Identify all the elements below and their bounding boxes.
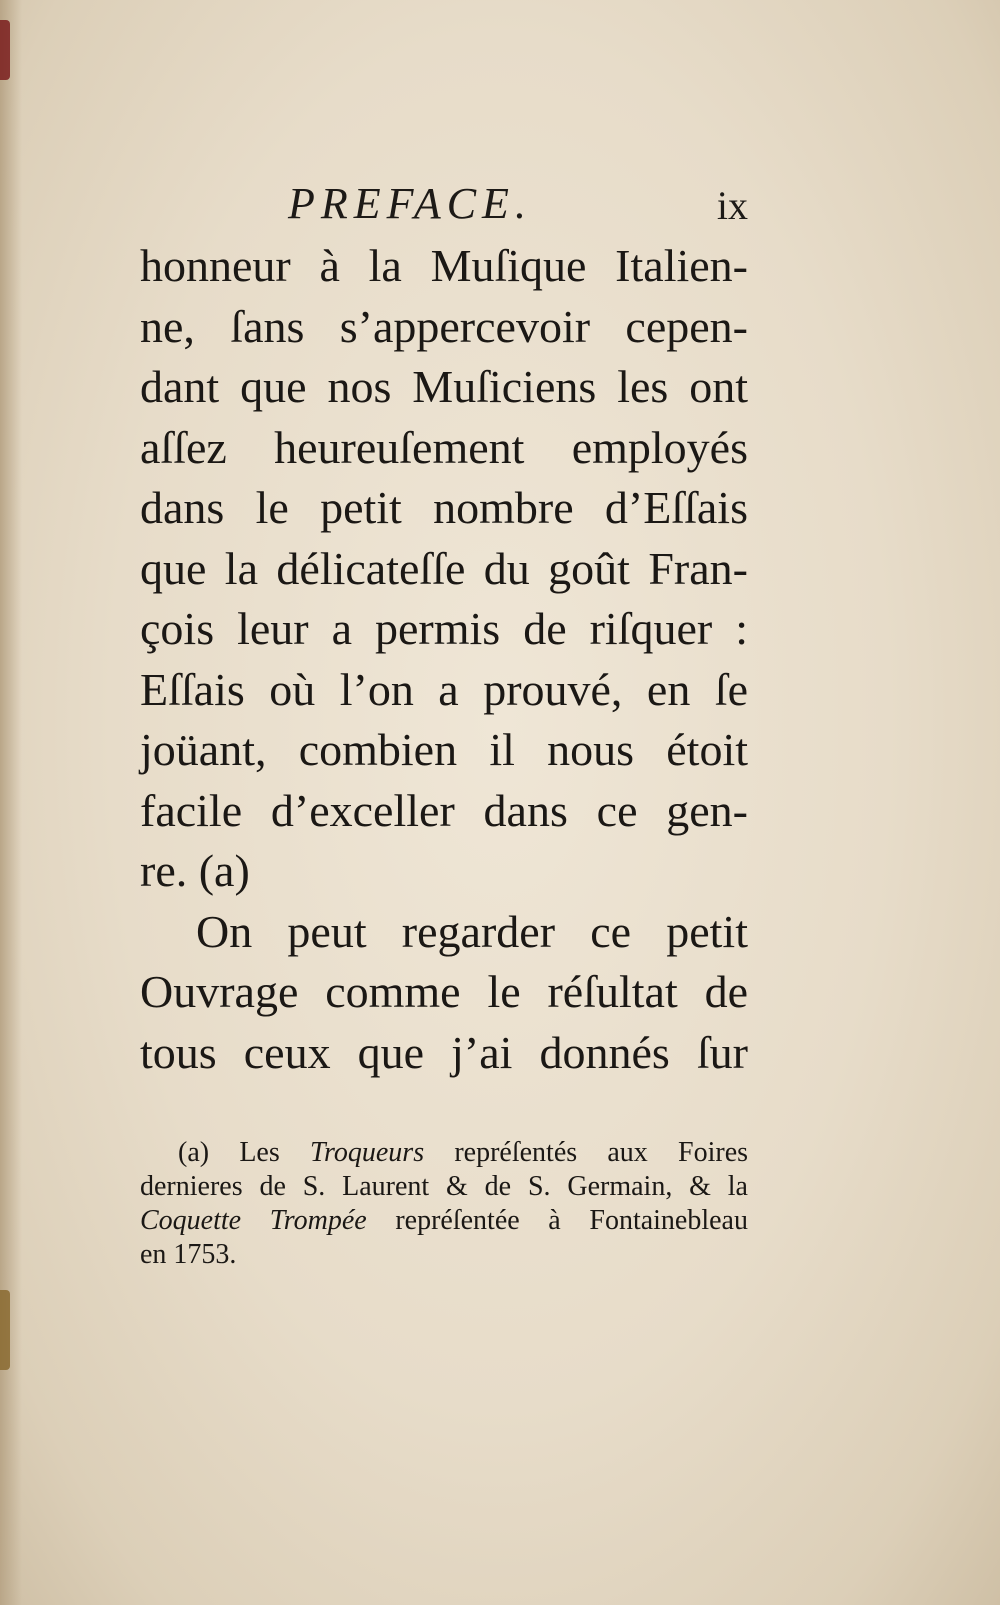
running-title: PREFACE. [288,179,532,228]
body-text [140,236,748,1083]
binding-mark-bottom [0,1290,10,1370]
text-line: Eſſais où l’on a prouvé, en ſe [140,663,748,715]
text-line: On peut regarder ce petit [196,905,748,957]
text-line: çois leur a permis de riſquer : [140,603,748,654]
text-line: dant que nos Muſiciens les ont [140,361,748,412]
footnote-text: Les [239,1137,280,1168]
text-line: ne, ſans s’appercevoir cepen- [140,300,748,352]
footnote-text: repréſentés aux Foires [454,1137,749,1168]
text-line: facile d’exceller dans ce gen- [140,784,748,836]
text-line: honneur à la Muſique Italien- [140,240,748,291]
text-line: dans le petit nombre d’Eſſais [140,482,748,533]
text-line: joüant, combien il nous étoit [140,724,748,775]
footnote-line [140,1204,748,1238]
footnote-line: en 1753. [140,1239,237,1270]
binding-mark-top [0,20,10,80]
text-line: Ouvrage comme le réſultat de [140,966,748,1017]
text-line: que la délicateſſe du goût Fran- [140,542,748,594]
footnote-work-title: Troqueurs [309,1137,425,1168]
page-number: ix [716,183,748,228]
footnote-line [140,1136,748,1170]
footnote-marker: (a) [178,1137,210,1168]
text-line: tous ceux que j’ai donnés ſur [140,1026,748,1078]
footnote [140,1136,748,1272]
footnote-text: repréſentée à Fontainebleau [395,1205,748,1236]
page-header [140,178,748,238]
footnote-work-title: Coquette Trompée [140,1205,367,1236]
text-line: re. (a) [140,845,250,896]
footnote-line: dernieres de S. Laurent & de S. Germain, & la [140,1171,748,1202]
text-line: aſſez heureuſement employés [140,421,748,473]
